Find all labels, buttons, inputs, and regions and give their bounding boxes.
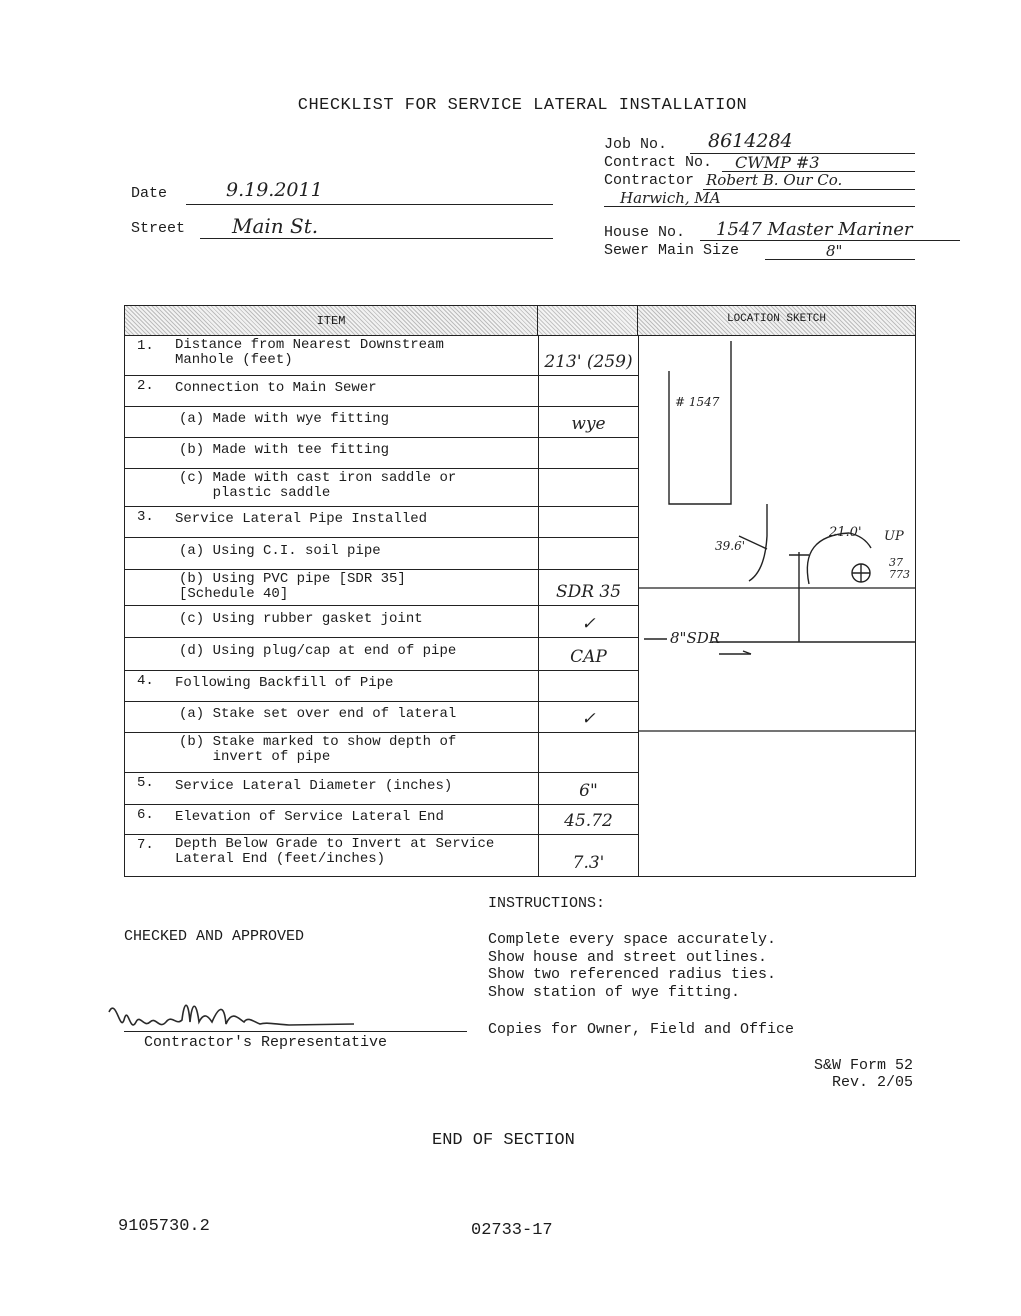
row-value-cell[interactable] [538, 733, 638, 772]
instructions-list: Complete every space accurately. Show house and street outlines. Show two referenced radius ties. Show station of wye fitting. [488, 931, 777, 1001]
location-sketch[interactable] [638, 336, 915, 876]
table-row [125, 407, 638, 438]
job-number-label: Job No. [604, 136, 668, 153]
contractor-location[interactable]: Harwich, MA [620, 189, 721, 207]
table-row [125, 570, 638, 606]
table-row [125, 671, 638, 702]
form-title: CHECKLIST FOR SERVICE LATERAL INSTALLATION [297, 96, 748, 115]
row-value: wye [571, 414, 606, 434]
footer-document-number: 9105730.2 [118, 1217, 210, 1236]
street-value[interactable]: Main St. [232, 214, 319, 238]
table-row [125, 606, 638, 638]
sketch-drawing [639, 336, 916, 876]
contract-number-value[interactable]: CWMP #3 [735, 153, 820, 172]
table-row [125, 469, 638, 507]
contractor-label: Contractor [604, 172, 695, 189]
table-row [125, 438, 638, 469]
copies-note: Copies for Owner, Field and Office [488, 1021, 795, 1038]
row-value-cell[interactable] [538, 835, 638, 876]
row-value: ✓ [581, 614, 596, 634]
row-value-cell[interactable] [538, 507, 638, 537]
date-value[interactable]: 9.19.2011 [226, 179, 323, 201]
row-value-cell[interactable] [538, 336, 638, 375]
row-label: Depth Below Grade to Invert at Service Lateral End (feet/inches) [175, 836, 495, 867]
row-label: Elevation of Service Lateral End [175, 809, 444, 825]
form-number: S&W Form 52 Rev. 2/05 [813, 1057, 913, 1091]
house-number-label: House No. [604, 224, 686, 241]
row-label: (a) Stake set over end of lateral [179, 706, 457, 722]
sewer-main-value[interactable]: 8" [826, 242, 843, 260]
row-label: (a) Made with wye fitting [179, 411, 390, 427]
row-value-cell[interactable] [538, 538, 638, 569]
contract-number-label: Contract No. [604, 154, 713, 171]
row-label: (b) Using PVC pipe [SDR 35] [Schedule 40] [179, 571, 406, 602]
row-value-cell[interactable] [538, 438, 638, 468]
contractor-line [703, 189, 915, 190]
row-label: Service Lateral Pipe Installed [175, 511, 428, 527]
row-value: 45.72 [564, 811, 613, 831]
signature-line [124, 1031, 467, 1032]
row-value-cell[interactable] [538, 671, 638, 701]
row-value: ✓ [581, 709, 596, 729]
row-label: (b) Stake marked to show depth of invert of pipe [179, 734, 457, 765]
sketch-pole-label: 37 773 [889, 556, 910, 582]
row-number: 7. [137, 837, 154, 853]
table-row [125, 507, 638, 538]
table-row [125, 638, 638, 671]
sketch-house-number: # 1547 [675, 395, 720, 409]
row-label: Connection to Main Sewer [175, 380, 377, 396]
table-row [125, 805, 638, 835]
checked-approved-label: CHECKED AND APPROVED [124, 928, 305, 945]
table-row [125, 336, 638, 376]
street-line [200, 238, 553, 239]
table-row [125, 376, 638, 407]
row-value-cell[interactable] [538, 407, 638, 437]
signature-stroke [109, 1005, 354, 1025]
row-label: Distance from Nearest Downstream Manhole (feet) [175, 337, 444, 368]
location-sketch-header: LOCATION SKETCH [638, 306, 915, 336]
row-value-cell[interactable] [538, 570, 638, 605]
row-value: CAP [570, 647, 607, 667]
row-label: Following Backfill of Pipe [175, 675, 394, 691]
job-number-value[interactable]: 8614284 [708, 130, 793, 152]
row-number: 5. [137, 775, 154, 791]
house-number-value[interactable]: 1547 Master Mariner [716, 219, 913, 240]
row-label: (c) Using rubber gasket joint [179, 611, 423, 627]
table-row [125, 835, 638, 876]
footer-page-number: 02733-17 [471, 1221, 553, 1240]
row-number: 4. [137, 673, 154, 689]
table-row [125, 773, 638, 805]
checklist-table [124, 305, 916, 877]
row-value: 213' (259) [544, 352, 633, 372]
sewer-main-line [765, 259, 915, 260]
row-value: 6" [579, 781, 598, 801]
row-value-cell[interactable] [538, 702, 638, 732]
row-number: 2. [137, 378, 154, 394]
sketch-tie-left: 39.6' [715, 539, 746, 553]
sketch-main-label: 8"SDR [670, 629, 721, 647]
row-value: 7.3' [572, 853, 605, 873]
row-value-cell[interactable] [538, 773, 638, 804]
row-label: Service Lateral Diameter (inches) [175, 778, 453, 794]
row-value-cell[interactable] [538, 805, 638, 834]
table-row [125, 538, 638, 570]
row-label: (d) Using plug/cap at end of pipe [179, 643, 457, 659]
contractor-value[interactable]: Robert B. Our Co. [706, 171, 843, 189]
row-number: 3. [137, 509, 154, 525]
row-value-cell[interactable] [538, 376, 638, 406]
row-value-cell[interactable] [538, 638, 638, 670]
value-header [538, 306, 638, 336]
row-number: 1. [137, 338, 154, 354]
end-of-section: END OF SECTION [432, 1131, 575, 1150]
date-label: Date [131, 185, 168, 202]
item-header: ITEM [125, 306, 538, 336]
contractor-location-line [604, 206, 915, 207]
house-number-line [700, 240, 960, 241]
row-number: 6. [137, 807, 154, 823]
row-value-cell[interactable] [538, 606, 638, 637]
date-line [186, 204, 553, 205]
street-label: Street [131, 220, 186, 237]
sketch-tie-right: 21.0' [829, 525, 862, 540]
row-label: (c) Made with cast iron saddle or plastic saddle [179, 470, 457, 501]
house-outline [669, 341, 731, 504]
sketch-up-label: UP [884, 529, 904, 544]
row-value: SDR 35 [555, 582, 622, 602]
contractor-representative-label: Contractor's Representative [144, 1034, 388, 1051]
row-label: (a) Using C.I. soil pipe [179, 543, 381, 559]
row-label: (b) Made with tee fitting [179, 442, 390, 458]
sewer-main-label: Sewer Main Size [604, 242, 740, 259]
table-row [125, 733, 638, 773]
instructions-heading: INSTRUCTIONS: [488, 895, 606, 912]
table-row [125, 702, 638, 733]
row-value-cell[interactable] [538, 469, 638, 506]
